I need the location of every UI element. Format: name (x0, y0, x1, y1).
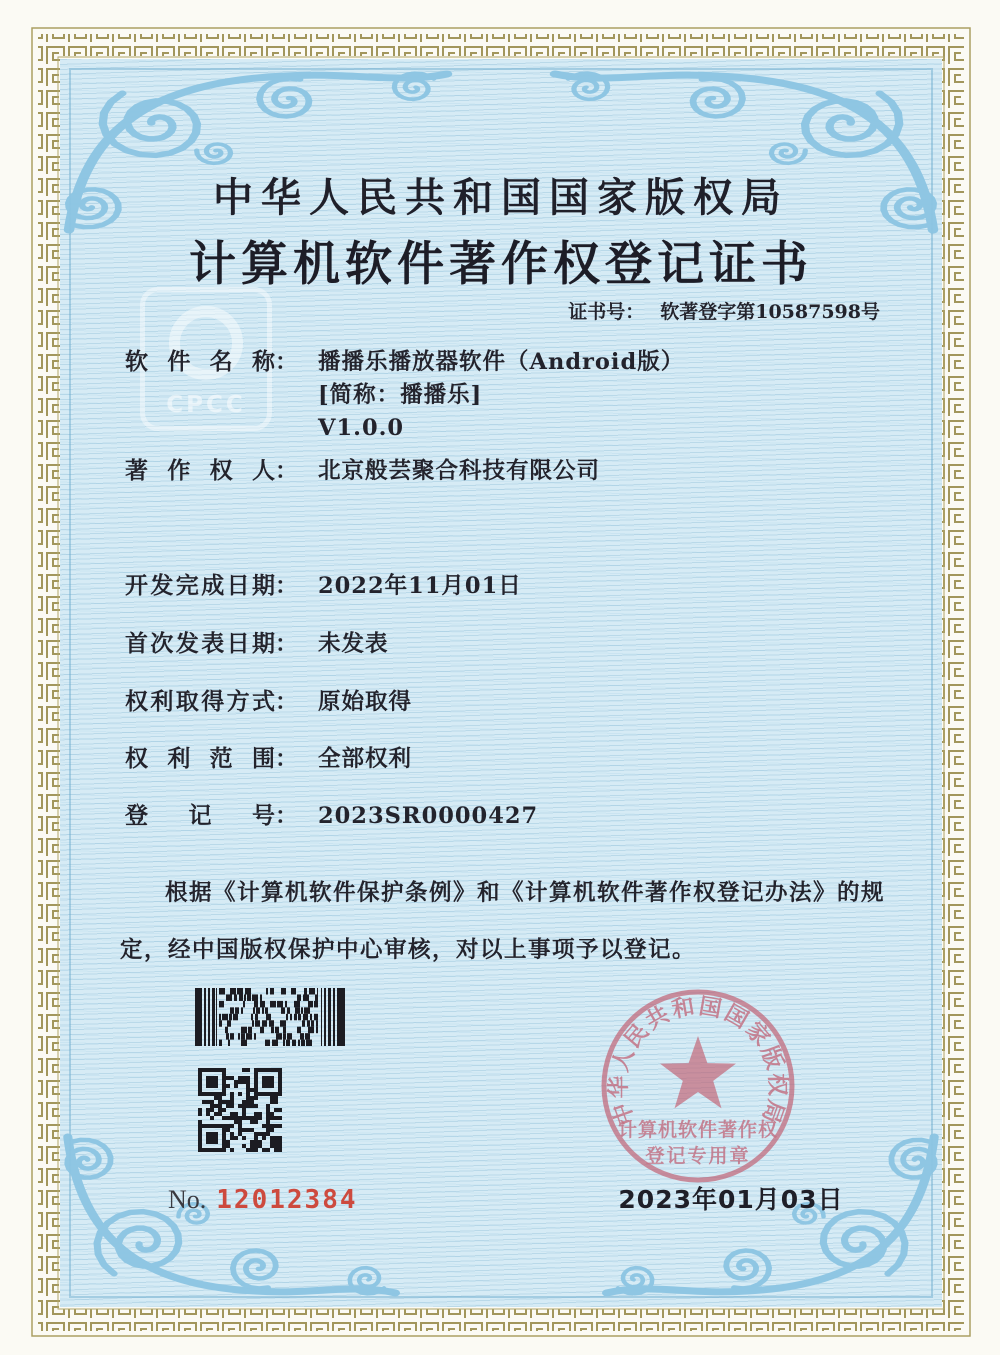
label-colon: ： (275, 349, 298, 375)
serial-number-label: No. (168, 1185, 207, 1214)
field-software-name (125, 346, 684, 445)
field-copyright-owner (125, 455, 600, 488)
registration-statement: 根据《计算机软件保护条例》和《计算机软件著作权登记办法》的规定，经中国版权保护中心审核，对以上事项予以登记。 (120, 880, 886, 963)
serial-number-value: 12012384 (216, 1185, 358, 1215)
field-rights-scope (125, 743, 412, 776)
field-first-publish-date (125, 628, 389, 661)
serial-number-line (168, 1185, 358, 1215)
copyright-owner-label: 著作权人 (125, 458, 275, 484)
field-dev-complete-date (125, 570, 522, 603)
seal-star (660, 1036, 736, 1108)
software-name-line2: [简称：播播乐] (318, 382, 483, 408)
first-publish-date-value: 未发表 (318, 631, 389, 657)
rights-acquisition-value: 原始取得 (318, 689, 413, 715)
copyright-owner-value: 北京般芸聚合科技有限公司 (318, 458, 601, 484)
authority-title: 中华人民共和国国家版权局 (213, 174, 789, 221)
meander-band-top (38, 34, 964, 56)
meander-band-bottom (38, 1309, 964, 1331)
official-seal-graphic (598, 986, 798, 1186)
issue-date: 2023年01月03日 (618, 1185, 844, 1214)
software-name-line3: V1.0.0 (318, 415, 405, 441)
certificate-content (60, 59, 942, 1307)
certificate-title: 计算机软件著作权登记证书 (189, 237, 813, 292)
rights-acquisition-label: 权利取得方式 (125, 689, 275, 715)
dev-complete-date-value: 2022年11月01日 (318, 573, 522, 599)
seal-line1: 计算机软件著作权 (617, 1119, 779, 1141)
barcode (195, 988, 345, 1046)
field-registration-no (125, 800, 538, 833)
certificate-number-value: 软著登字第10587598号 (660, 301, 880, 323)
qr-code (198, 1068, 282, 1152)
registration-no-value: 2023SR0000427 (318, 803, 539, 829)
label-colon: ： (275, 631, 298, 657)
label-colon: ： (275, 573, 298, 599)
first-publish-date-label: 首次发表日期 (125, 631, 275, 657)
registration-no-label: 登记号 (125, 803, 275, 829)
software-name-label: 软件名称 (125, 349, 275, 375)
certificate-number-label: 证书号： (568, 301, 645, 323)
label-colon: ： (275, 746, 298, 772)
meander-band-left (38, 34, 60, 1331)
rights-scope-label: 权利范围 (125, 746, 275, 772)
label-colon: ： (275, 458, 298, 484)
label-colon: ： (275, 689, 298, 715)
rights-scope-value: 全部权利 (318, 746, 413, 772)
dev-complete-date-label: 开发完成日期 (125, 573, 275, 599)
field-rights-acquisition (125, 686, 412, 719)
meander-band-right (942, 34, 964, 1331)
official-seal (598, 986, 798, 1186)
seal-line2: 登记专用章 (645, 1145, 751, 1167)
cpcc-watermark-text: CPCC (166, 392, 246, 418)
software-name-value (318, 346, 684, 445)
label-colon: ： (275, 803, 298, 829)
seal-arc-text: 中华人民共和国国家版权局 (605, 993, 791, 1129)
certificate-number-line (568, 297, 880, 324)
software-name-line1: 播播乐播放器软件（Android版） (318, 349, 685, 375)
